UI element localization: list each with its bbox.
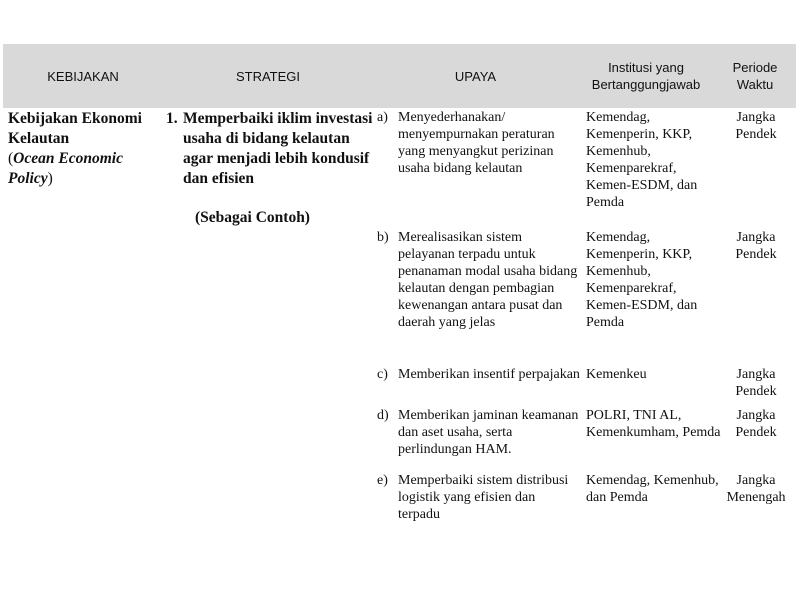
row-institusi: Kemendag, Kemenperin, KKP, Kemenhub, Kemenparekraf, Kemen-ESDM, dan Pemda: [586, 230, 698, 330]
table-header: [3, 44, 796, 108]
kebijakan-cell: [8, 109, 168, 189]
kebijakan-title: Kebijakan Ekonomi Kelautan: [8, 110, 142, 147]
row-periode: Jangka Menengah: [726, 473, 786, 505]
header-upaya: UPAYA: [454, 68, 497, 84]
row-letter: b): [377, 230, 389, 245]
strategi-example: (Sebagai Contoh): [195, 209, 310, 226]
row-periode: Jangka Pendek: [735, 367, 777, 399]
kebijakan-open-paren: (: [8, 150, 14, 167]
header-institusi: Institusi yang Bertanggungjawab: [591, 60, 701, 92]
kebijakan-english: Ocean Economic Policy: [8, 150, 123, 187]
row-periode: Jangka Pendek: [735, 230, 777, 262]
row-upaya: Memberikan insentif perpajakan: [398, 367, 580, 382]
row-upaya: Merealisasikan sistem pelayanan terpadu untuk penanaman modal usaha bidang kelautan dengan pembagian kewenangan antara pusat dan daerah yang jelas: [398, 230, 578, 330]
row-upaya: Menyederhanakan/ menyempurnakan peraturan yang menyangkut perizinan usaha bidang kelautan: [398, 110, 555, 176]
row-upaya: Memperbaiki sistem distribusi logistik yang efisien dan terpadu: [398, 473, 569, 522]
row-letter: d): [377, 408, 389, 423]
header-periode: Periode Waktu: [732, 60, 778, 92]
strategi-number: 1.: [166, 110, 178, 127]
row-institusi: POLRI, TNI AL, Kemenkumham, Pemda: [586, 408, 721, 440]
row-institusi: Kemendag, Kemenperin, KKP, Kemenhub, Kemenparekraf, Kemen-ESDM, dan Pemda: [586, 110, 698, 210]
row-letter: c): [377, 367, 388, 382]
row-institusi: Kemendag, Kemenhub, dan Pemda: [586, 473, 719, 505]
header-strategi: STRATEGI: [235, 68, 301, 84]
header-kebijakan: KEBIJAKAN: [47, 68, 119, 84]
row-institusi: Kemenkeu: [586, 367, 647, 382]
row-letter: e): [377, 473, 388, 488]
row-upaya: Memberikan jaminan keamanan dan aset usaha, serta perlindungan HAM.: [398, 408, 579, 457]
kebijakan-close-paren: ): [47, 170, 53, 187]
row-periode: Jangka Pendek: [735, 408, 777, 440]
row-letter: a): [377, 110, 388, 125]
strategi-text: Memperbaiki iklim investasi usaha di bidang kelautan agar menjadi lebih kondusif dan efisien: [183, 110, 373, 187]
row-periode: Jangka Pendek: [735, 110, 777, 142]
